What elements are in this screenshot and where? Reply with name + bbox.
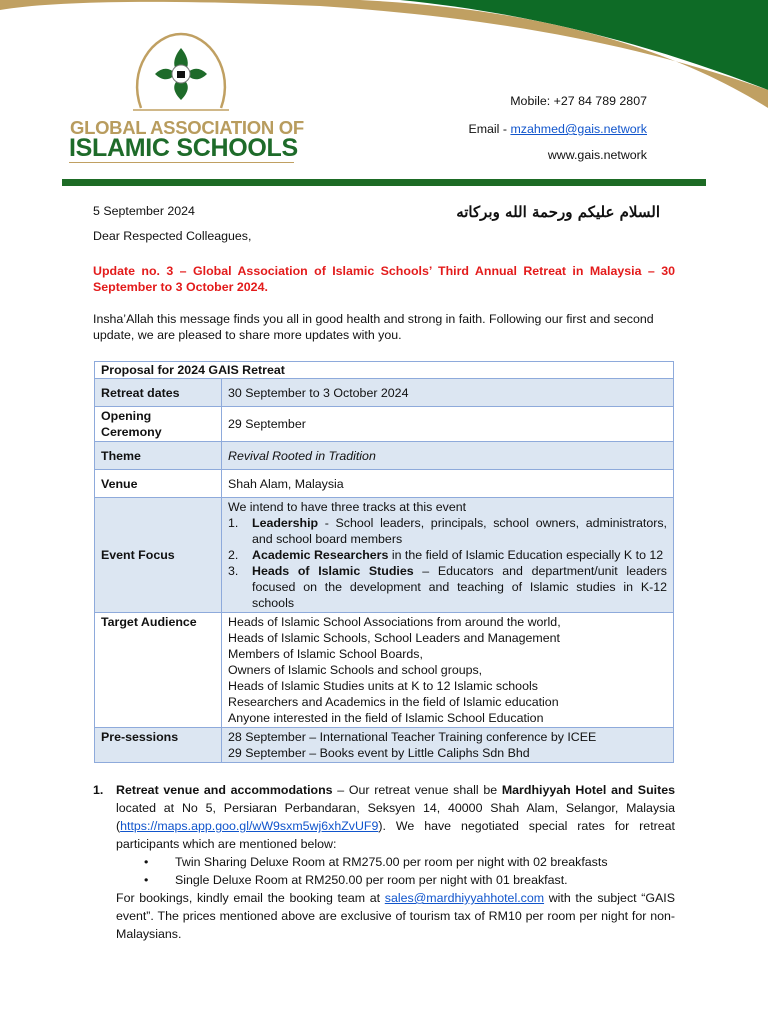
rate-bullet: • Single Deluxe Room at RM250.00 per room per night with 01 breakfast. [144,873,568,887]
letter-title: Update no. 3 – Global Association of Islamic Schools’ Third Annual Retreat in Malaysia – 30 September to 3 October 2024. [93,264,675,294]
email-line [468,122,647,136]
table-row: Theme Revival Rooted in Tradition [95,442,674,470]
letter-date: 5 September 2024 [93,204,195,218]
header-swoosh [0,0,768,110]
bullet-icon: • [144,873,149,887]
table-row: Opening Ceremony 29 September [95,407,674,442]
track-item: 1. Leadership - School leaders, principals, school owners, administrators, and school board members [228,516,667,546]
audience-line: Owners of Islamic Schools and school groups, [228,663,483,677]
audience-line: Members of Islamic School Boards, [228,647,423,661]
mobile-number: Mobile: +27 84 789 2807 [510,94,647,108]
bullet-icon: • [144,855,149,869]
arabic-greeting: السلام عليكم ورحمة الله وبركاته [456,203,660,221]
rate-bullet: • Twin Sharing Deluxe Room at RM275.00 per room per night with 02 breakfasts [144,855,608,869]
event-focus-cell: We intend to have three tracks at this event 1. Leadership - School leaders, principals, school owners, administrators, and school board members 2. Academic Researchers in the field of Islamic Education especially K to 12 3. Heads of Islamic Studies – Educators and department/unit leaders focused on the development and teaching of Islamic studies in K-12 schools [222,498,674,613]
table-caption: Proposal for 2024 GAIS Retreat [95,362,674,379]
audience-line: Heads of Islamic Studies units at K to 12 Islamic schools [228,679,538,693]
logo-divider [69,162,294,163]
presession-line: 28 September – International Teacher Training conference by ICEE [228,730,597,744]
audience-line: Heads of Islamic School Associations from around the world, [228,615,561,629]
table-row: Event Focus We intend to have three tracks at this event 1. Leadership - School leaders, principals, school owners, administrators, and school board members 2. Academic Researchers in the field of Islamic Education especially K to 12 3. Heads of Islamic Studies – Educators and department/unit leaders focused on the development and teaching of Islamic studies in K-12 schools [95,498,674,613]
booking-email-link[interactable]: sales@mardhiyyahhotel.com [384,891,545,905]
map-link[interactable]: https://maps.app.goo.gl/wW9sxm5wj6xhZvUF9 [120,819,379,833]
track-item: 3. Heads of Islamic Studies – Educators and department/unit leaders focused on the development and teaching of Islamic studies in K-12 schools [228,564,667,610]
logo-text-line1: GLOBAL ASSOCIATION OF [70,117,304,138]
logo-text-line2: ISLAMIC SCHOOLS [69,134,298,162]
track-item: 2. Academic Researchers in the field of Islamic Education especially K to 12 [228,548,664,562]
presession-line: 29 September – Books event by Little Caliphs Sdn Bhd [228,746,530,760]
audience-cell [222,613,674,728]
intro-paragraph: Insha’Allah this message finds you all in good health and strong in faith. Following our first and second update, we are pleased to share more updates with you. [93,312,654,342]
presessions-cell [222,728,674,763]
salutation: Dear Respected Colleagues, [93,229,252,243]
section-venue-accommodations: 1. Retreat venue and accommodations – Our retreat venue shall be Mardhiyyah Hotel and Suites located at No 5, Persiaran Perbandaran, Seksyen 14, 40000 Shah Alam, Selangor, Malaysia (https://maps.app.goo.gl/wW9sxm5wj6xhZvUF9). We have negotiated special rates for retreat participants which are mentioned below: • Twin Sharing Deluxe Room at RM275.00 per room per night with 02 breakfasts • Single Deluxe Room at RM250.00 per room per night with 01 breakfast. For bookings, kindly email the booking team at sales@mardhiyyahhotel.com with the subject “GAIS event”. The prices mentioned above are exclusive of tourism tax of RM10 per room per night for non-Malaysians. [93,783,675,941]
gais-logo-emblem [133,30,229,114]
header-bar [62,179,706,186]
audience-line: Researchers and Academics in the field of Islamic education [228,695,559,709]
section-heading: Retreat venue and accommodations [116,783,333,797]
email-label: Email - [468,122,511,136]
website: www.gais.network [547,148,647,162]
audience-line: Heads of Islamic Schools, School Leaders and Management [228,631,560,645]
table-row: Target Audience Heads of Islamic School Associations from around the world, Heads of Islamic Schools, School Leaders and Management Members of Islamic School Boards, Owners of Islamic Schools and school groups, Heads of Islamic Studies units at K to 12 Islamic schools Researchers and Academics in the field of Islamic education Anyone interested in the field of Islamic School Education [95,613,674,728]
table-row: Pre-sessions 28 September – International Teacher Training conference by ICEE 29 September – Books event by Little Caliphs Sdn Bhd [95,728,674,763]
email-link[interactable]: mzahmed@gais.network [510,122,647,136]
table-row: Venue Shah Alam, Malaysia [95,470,674,498]
table-row: Retreat dates 30 September to 3 October 2024 [95,379,674,407]
audience-line: Anyone interested in the field of Islamic School Education [228,711,544,725]
hotel-name: Mardhiyyah Hotel and Suites [501,783,675,797]
retreat-proposal-table [94,361,674,763]
